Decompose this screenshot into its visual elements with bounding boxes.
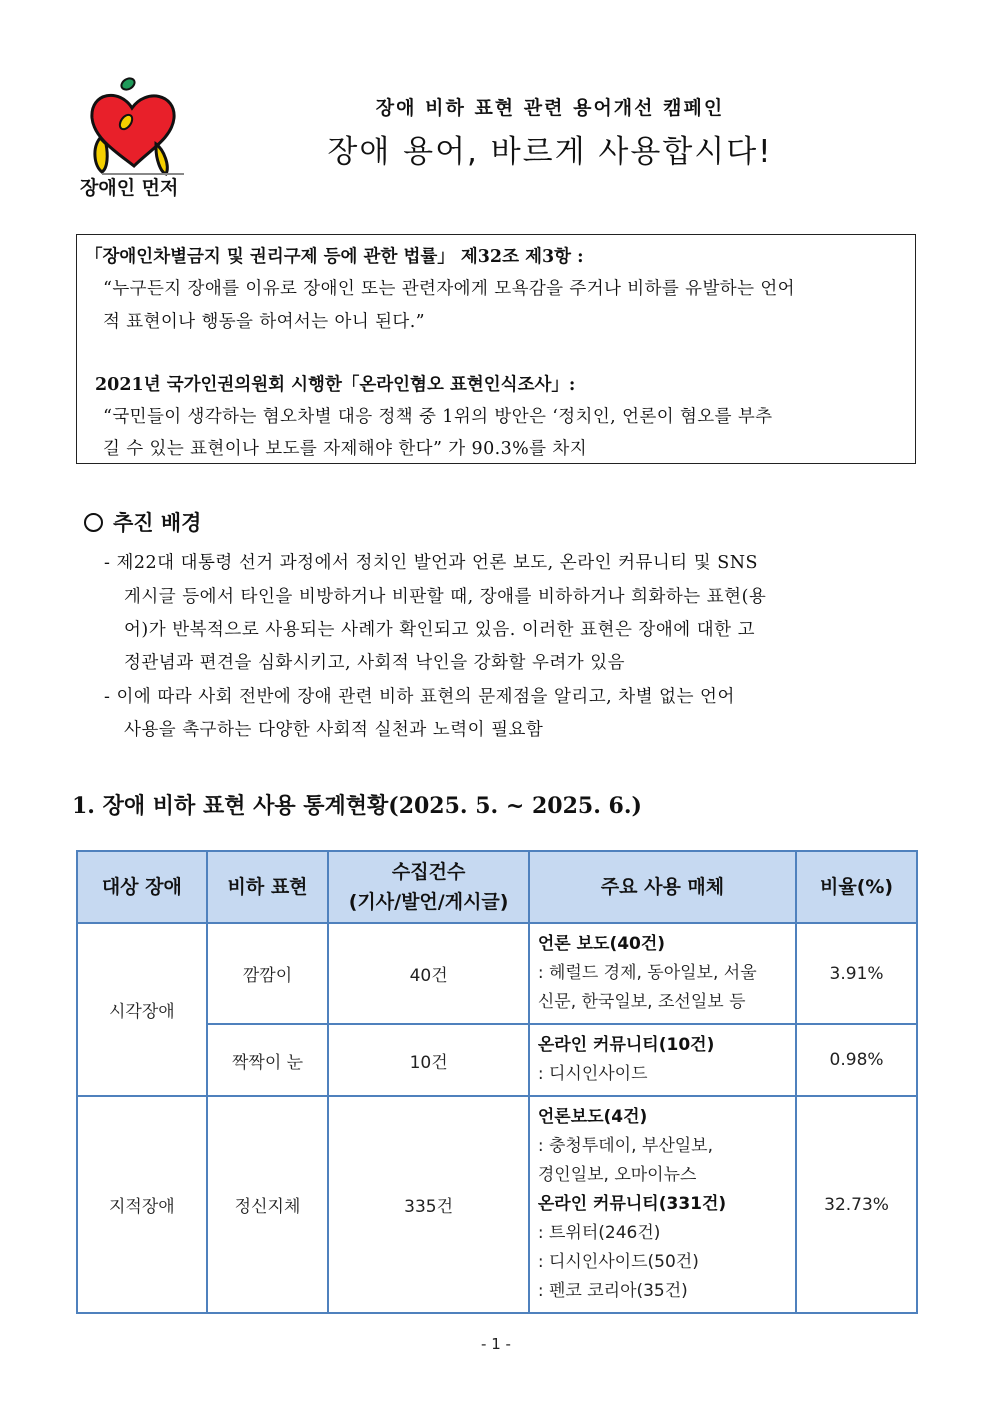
cell-count: 10건 — [328, 1024, 528, 1096]
law-quote-line-2: 적 표현이나 행동을 하여서는 아니 된다.” — [103, 312, 426, 332]
cell-media — [529, 1096, 796, 1313]
media-group-title: 온라인 커뮤니티(10건) — [537, 1035, 715, 1055]
cell-ratio: 32.73% — [796, 1096, 917, 1313]
campaign-subtitle: 장애 비하 표현 관련 용어개선 캠페인 — [375, 97, 725, 119]
cell-expression: 깜깜이 — [207, 923, 329, 1024]
cell-disability: 지적장애 — [77, 1096, 207, 1313]
media-item: : 헤럴드 경제, 동아일보, 서울 — [537, 963, 757, 983]
cell-ratio: 0.98% — [796, 1024, 917, 1096]
page-number: - 1 - — [481, 1335, 511, 1353]
media-group-title: 언론보도(4건) — [537, 1107, 648, 1127]
cell-ratio: 3.91% — [796, 923, 917, 1024]
svg-text:장애인 먼저: 장애인 먼저 — [80, 177, 179, 198]
col-header-media: 주요 사용 매체 — [529, 851, 796, 923]
campaign-logo — [76, 74, 188, 198]
background-bullet-1-line-4: 정관념과 편견을 심화시키고, 사회적 낙인을 강화할 우려가 있음 — [124, 653, 626, 673]
survey-title: 2021년 국가인권의원회 시행한「온라인혐오 표현인식조사」: — [95, 375, 576, 395]
page-title: 장애 용어, 바르게 사용합시다! — [327, 134, 773, 170]
law-title: 「장애인차별금지 및 권리구제 등에 관한 법률」 제32조 제3항 : — [85, 247, 584, 267]
col-header-count-line-2: (기사/발언/게시글) — [348, 891, 509, 913]
background-bullet-1-line-2: 게시글 등에서 타인을 비방하거나 비판할 때, 장애를 비하하거나 희화하는 표현(용 — [124, 587, 767, 607]
media-item: : 디시인사이드 — [537, 1064, 648, 1084]
background-bullet-1-line-3: 어)가 반복적으로 사용되는 사례가 확인되고 있음. 이러한 표현은 장애에 대한 고 — [124, 620, 755, 640]
cell-count: 40건 — [328, 923, 528, 1024]
media-item: : 디시인사이드(50건) — [537, 1252, 699, 1272]
stats-table — [76, 850, 918, 1314]
cell-count: 335건 — [328, 1096, 528, 1313]
col-header-count-line-1: 수집건수 — [391, 861, 466, 883]
media-item: 신문, 한국일보, 조선일보 등 — [537, 992, 746, 1012]
media-item: : 펜코 코리아(35건) — [537, 1281, 688, 1301]
media-group-title: 언론 보도(40건) — [537, 934, 666, 954]
survey-quote-line-2: 길 수 있는 표현이나 보도를 자제해야 한다” 가 90.3%를 차지 — [103, 439, 588, 459]
cell-expression: 정신지체 — [207, 1096, 329, 1313]
media-item: : 트위터(246건) — [537, 1223, 661, 1243]
background-bullet-2-line-2: 사용을 촉구하는 다양한 사회적 실천과 노력이 필요함 — [124, 720, 544, 740]
table-row — [77, 923, 917, 1024]
background-bullet-1-line-1: - 제22대 대통령 선거 과정에서 정치인 발언과 언론 보도, 온라인 커뮤니티 및 SNS — [104, 553, 759, 573]
survey-quote-line-1: “국민들이 생각하는 혐오차별 대응 정책 중 1위의 방안은 ‘정치인, 언론이 혐오를 부추 — [103, 407, 773, 427]
background-heading — [84, 507, 201, 537]
media-group-title: 온라인 커뮤니티(331건) — [537, 1194, 727, 1214]
col-header-ratio: 비율(%) — [796, 851, 917, 923]
background-bullet-2-line-1: - 이에 따라 사회 전반에 장애 관련 비하 표현의 문제점을 알리고, 차별 없는 언어 — [104, 687, 735, 707]
table-header-row — [77, 851, 917, 923]
cell-media — [529, 923, 796, 1024]
legal-quote-box — [76, 234, 916, 464]
media-item: : 충청투데이, 부산일보, — [537, 1136, 713, 1156]
cell-media — [529, 1024, 796, 1096]
table-row — [77, 1096, 917, 1313]
heart-logo-icon — [76, 74, 188, 198]
circle-bullet-icon — [84, 513, 103, 532]
cell-disability: 시각장애 — [77, 923, 207, 1096]
background-heading-text: 추진 배경 — [113, 510, 202, 535]
col-header-count — [328, 851, 528, 923]
media-item: 경인일보, 오마이뉴스 — [537, 1165, 697, 1185]
col-header-expression: 비하 표현 — [207, 851, 329, 923]
law-quote-line-1: “누구든지 장애를 이유로 장애인 또는 관련자에게 모욕감을 주거나 비하를 유발하는 언어 — [103, 279, 795, 299]
col-header-disability: 대상 장애 — [77, 851, 207, 923]
cell-expression: 짝짝이 눈 — [207, 1024, 329, 1096]
stats-heading: 1. 장애 비하 표현 사용 통계현황(2025. 5. ~ 2025. 6.) — [72, 793, 642, 819]
